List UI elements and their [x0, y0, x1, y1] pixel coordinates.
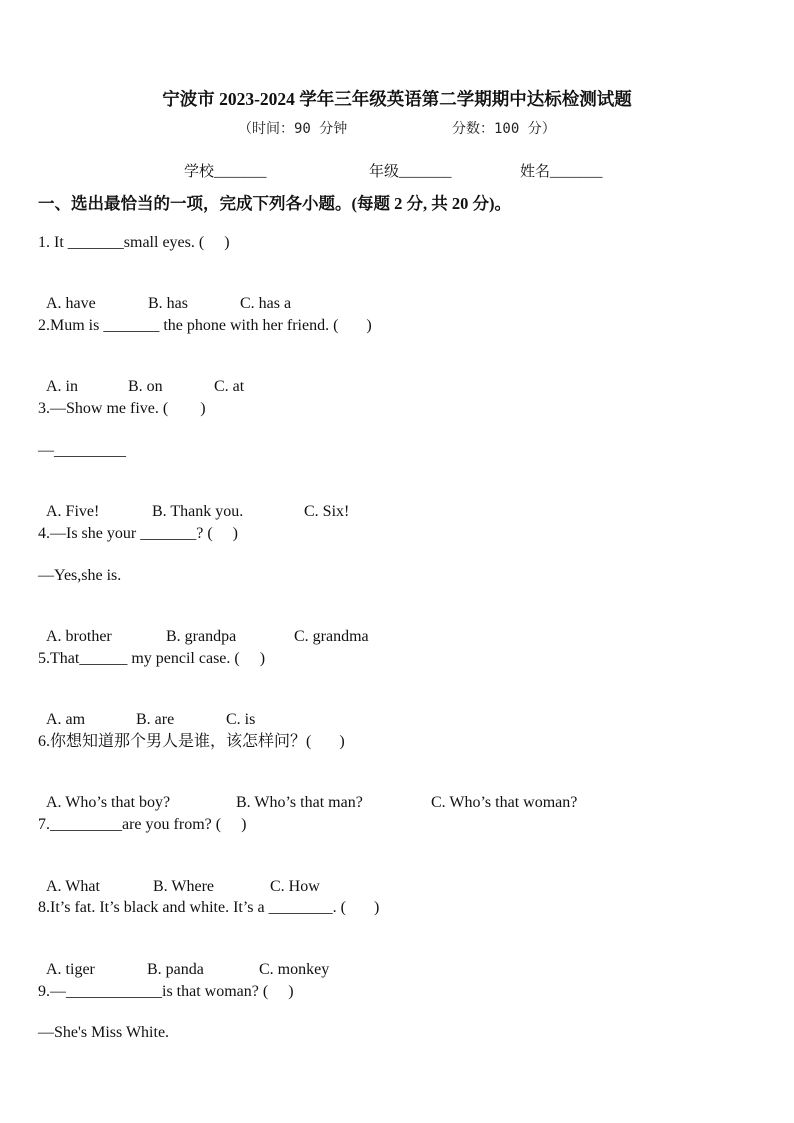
dialogue-line: —_________: [38, 442, 126, 459]
grade-field: 年级_______: [369, 164, 452, 180]
option-a: A. What: [46, 878, 100, 895]
question-stem: 9.—____________is that woman? ( ): [38, 983, 294, 1000]
option-c: C. is: [226, 711, 256, 728]
option-b: B. has: [148, 295, 188, 312]
question-options: [38, 482, 349, 522]
option-b: B. panda: [147, 961, 204, 978]
school-field: 学校_______: [184, 164, 267, 180]
exam-time: （时间：90 分钟: [238, 121, 348, 137]
question-options: [38, 940, 329, 980]
option-a: A. brother: [46, 628, 112, 645]
option-c: C. at: [214, 378, 245, 395]
question-stem: 1. It _______small eyes. ( ): [38, 234, 230, 251]
question-options: [38, 274, 291, 314]
question-options: [38, 857, 320, 897]
question-stem: 4.—Is she your _______? ( ): [38, 525, 238, 542]
option-a: A. Five!: [46, 503, 100, 520]
question-stem: 5.That______ my pencil case. ( ): [38, 650, 266, 667]
question-stem: 2.Mum is _______ the phone with her friend. ( ): [38, 317, 372, 334]
question-options: [38, 773, 577, 813]
question-stem: 7._________are you from? ( ): [38, 816, 247, 833]
option-a: A. have: [46, 295, 96, 312]
option-c: C. grandma: [294, 628, 369, 645]
option-b: B. grandpa: [166, 628, 237, 645]
option-b: B. Who’s that man?: [236, 794, 363, 811]
option-a: A. tiger: [46, 961, 95, 978]
option-c: C. How: [270, 878, 320, 895]
option-a: A. in: [46, 378, 78, 395]
option-c: C. Who’s that woman?: [431, 794, 578, 811]
question-options: [38, 607, 369, 647]
question-stem: 3.—Show me five. ( ): [38, 400, 206, 417]
option-c: C. has a: [240, 295, 292, 312]
name-field: 姓名_______: [520, 164, 603, 180]
page-title: 宁波市 2023-2024 学年三年级英语第二学期期中达标检测试题: [162, 89, 632, 109]
option-b: B. are: [136, 711, 175, 728]
dialogue-line: —Yes,she is.: [38, 567, 122, 584]
section-heading: 一、选出最恰当的一项，完成下列各小题。(每题 2 分, 共 20 分)。: [38, 194, 511, 213]
question-stem: 8.It’s fat. It’s black and white. It’s a ________. ( ): [38, 899, 380, 916]
option-a: A. am: [46, 711, 86, 728]
question-options: [38, 357, 244, 397]
option-c: C. Six!: [304, 503, 350, 520]
dialogue-line: —She's Miss White.: [38, 1024, 170, 1041]
option-a: A. Who’s that boy?: [46, 794, 171, 811]
option-b: B. on: [128, 378, 163, 395]
question-options: [38, 690, 255, 730]
question-stem: 6.你想知道那个男人是谁，该怎样问？( ): [38, 733, 345, 750]
option-b: B. Where: [153, 878, 215, 895]
option-b: B. Thank you.: [152, 503, 244, 520]
option-c: C. monkey: [259, 961, 330, 978]
exam-score: 分数：100 分）: [452, 121, 556, 137]
